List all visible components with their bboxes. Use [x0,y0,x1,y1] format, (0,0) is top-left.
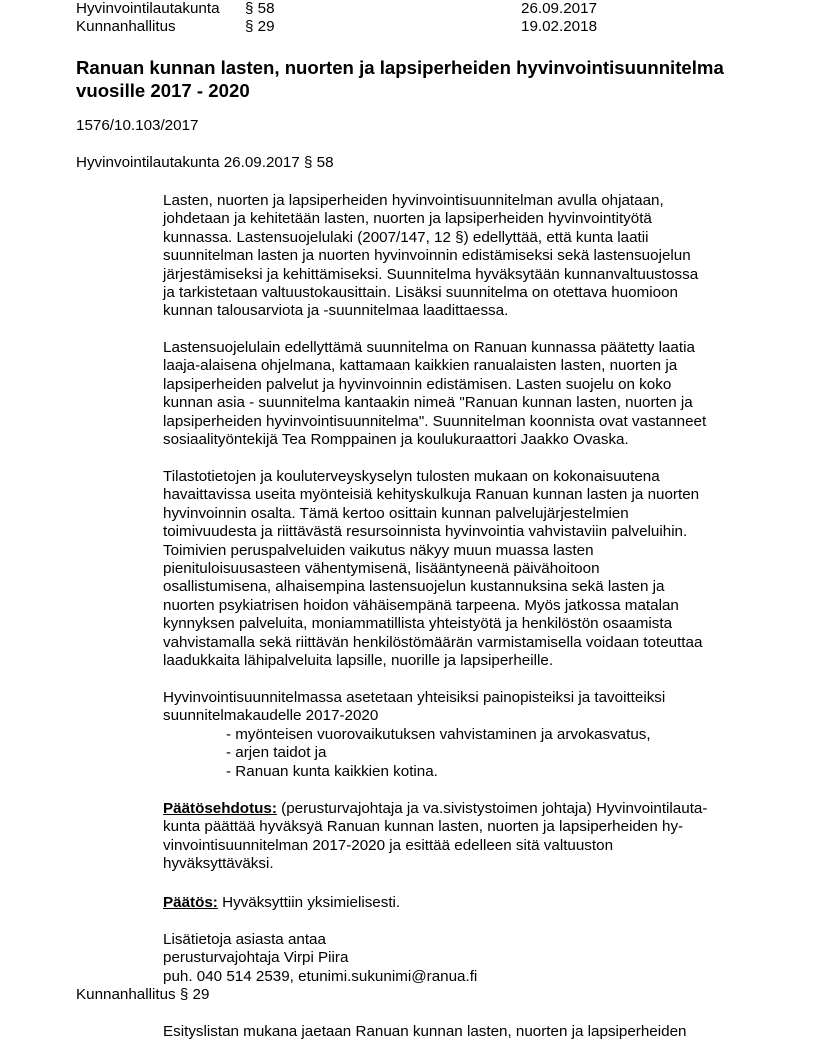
meeting-heading: Kunnanhallitus § 29 [76,986,210,1003]
paragraph-statistics [163,468,763,670]
title-line: vuosille 2017 - 2020 [76,80,250,101]
text-line: nuorten psykiatrisen hoidon vähäisempänä tarpeena. Myös jatkossa matalan [163,596,679,614]
header-date: 26.09.2017 [521,0,598,17]
text-line: lapsiperheiden palvelut ja hyvinvoinnin edistämisen. Lasten suojelu on koko [163,375,672,393]
text-line: perusturvajohtaja Virpi Piira [163,949,349,967]
text-line: Lastensuojelulain edellyttämä suunnitelma on Ranuan kunnassa päätetty laatia [163,339,695,356]
text-line: suunnitelmakaudelle 2017-2020 [163,707,379,725]
proposal-label: Päätösehdotus: [163,800,277,817]
header-body-name: Hyvinvointilautakunta [76,0,220,17]
decision-text: Hyväksyttiin yksimielisesti. [217,894,401,911]
goal-item: - Ranuan kunta kaikkien kotina. [226,762,438,780]
contact-info [163,931,763,986]
decision-proposal [163,800,763,874]
text-line: lapsiperheiden hyvinvointisuunnitelma". Suunnitelman koonnista ovat vastanneet [163,412,707,430]
text-line: laaja-alaisena ohjelmana, kattamaan kaikkien ranualaisten lasten, nuorten ja [163,357,678,375]
text-line: kunta päättää hyväksyä Ranuan kunnan lasten, nuorten ja lapsiperheiden hy- [163,818,684,836]
text-line: järjestämiseksi ja kehittämiseksi. Suunnitelma hyväksytään kunnanvaltuustossa [163,265,699,283]
header-body-name: Kunnanhallitus [76,18,176,35]
reference-number: 1576/10.103/2017 [76,117,199,134]
text-line: vahvistamalla sekä riittävän henkilöstömäärän varmistamisella voidaan toteuttaa [163,633,703,651]
text-line: laadukkaita lähipalveluita lapsille, nuorille ja lapsiperheille. [163,651,554,669]
decision-label: Päätös: [163,894,218,911]
text-line: suunnitelman lasten ja nuorten hyvinvoinnin edistämiseksi sekä lastensuojelun [163,247,691,265]
text-line: sosiaalityöntekijä Tea Romppainen ja koulukuraattori Jaakko Ovaska. [163,430,629,448]
text-line: havaittavissa useita myönteisiä kehityskulkuja Ranuan kunnan lasten ja nuorten [163,486,700,504]
goal-item: - arjen taidot ja [226,744,327,762]
text-line: Tilastotietojen ja kouluterveyskyselyn tulosten mukaan on kokonaisuutena [163,468,660,485]
meeting-heading: Hyvinvointilautakunta 26.09.2017 § 58 [76,154,334,171]
text-line: Lisätietoja asiasta antaa [163,931,326,948]
text-line: kunnan asia - suunnitelma kantaakin nimeä "Ranuan kunnan lasten, nuorten ja [163,394,693,412]
text-line: vinvointisuunnitelman 2017-2020 ja esittää edelleen sitä valtuuston [163,836,614,854]
header-date: 19.02.2018 [521,18,598,35]
paragraph-plan [163,339,763,449]
proposal-text: (perusturvajohtaja ja va.sivistystoimen johtaja) Hyvinvointilauta- [276,800,708,817]
text-line: Toimivien peruspalveluiden vaikutus näkyy muun muassa lasten [163,541,594,559]
text-line: Esityslistan mukana jaetaan Ranuan kunnan lasten, nuorten ja lapsiperheiden [163,1023,687,1040]
text-line: hyväksyttäväksi. [163,855,274,873]
header-section: § 29 [245,18,275,35]
paragraph-goals [163,689,763,781]
text-line: toimivuudesta ja riittävästä resursoinnista hyvinvointia vahvistaviin palveluihin. [163,523,688,541]
text-line: Lasten, nuorten ja lapsiperheiden hyvinvointisuunnitelman avulla ohjataan, [163,192,664,209]
title-line: Ranuan kunnan lasten, nuorten ja lapsiperheiden hyvinvointisuunnitelma [76,57,724,78]
paragraph-intro [163,192,763,321]
text-line: kynnyksen palveluita, moniammatillista yhteistyötä ja henkilöstön osaamista [163,615,673,633]
text-line: ja tarkistetaan valtuustokausittain. Lisäksi suunnitelma on otettava huomioon [163,283,678,301]
text-line: Hyvinvointisuunnitelmassa asetetaan yhteisiksi painopisteiksi ja tavoitteiksi [163,689,666,706]
goal-item: - myönteisen vuorovaikutuksen vahvistaminen ja arvokasvatus, [226,725,651,743]
text-line: johdetaan ja kehitetään lasten, nuorten ja lapsiperheiden hyvinvointityötä [163,210,652,228]
text-line: kunnan talousarviota ja -suunnitelmaa laadittaessa. [163,302,509,320]
paragraph-board [163,1023,763,1041]
document-title [76,56,776,102]
header-section: § 58 [245,0,275,17]
text-line: osallistumisena, alhaisempina lastensuojelun kustannuksina sekä lasten ja [163,578,665,596]
text-line: kunnassa. Lastensuojelulaki (2007/147, 12 §) edellyttää, että kunta laatii [163,228,649,246]
text-line: hyvinvoinnin osalta. Tämä kertoo osittain kunnan palvelujärjestelmien [163,504,629,522]
contact-line: puh. 040 514 2539, etunimi.sukunimi@ranua.fi [163,967,478,985]
decision [163,894,763,912]
text-line: pienituloisuusasteen vähentymisenä, lisääntyneenä päivähoitoon [163,559,600,577]
